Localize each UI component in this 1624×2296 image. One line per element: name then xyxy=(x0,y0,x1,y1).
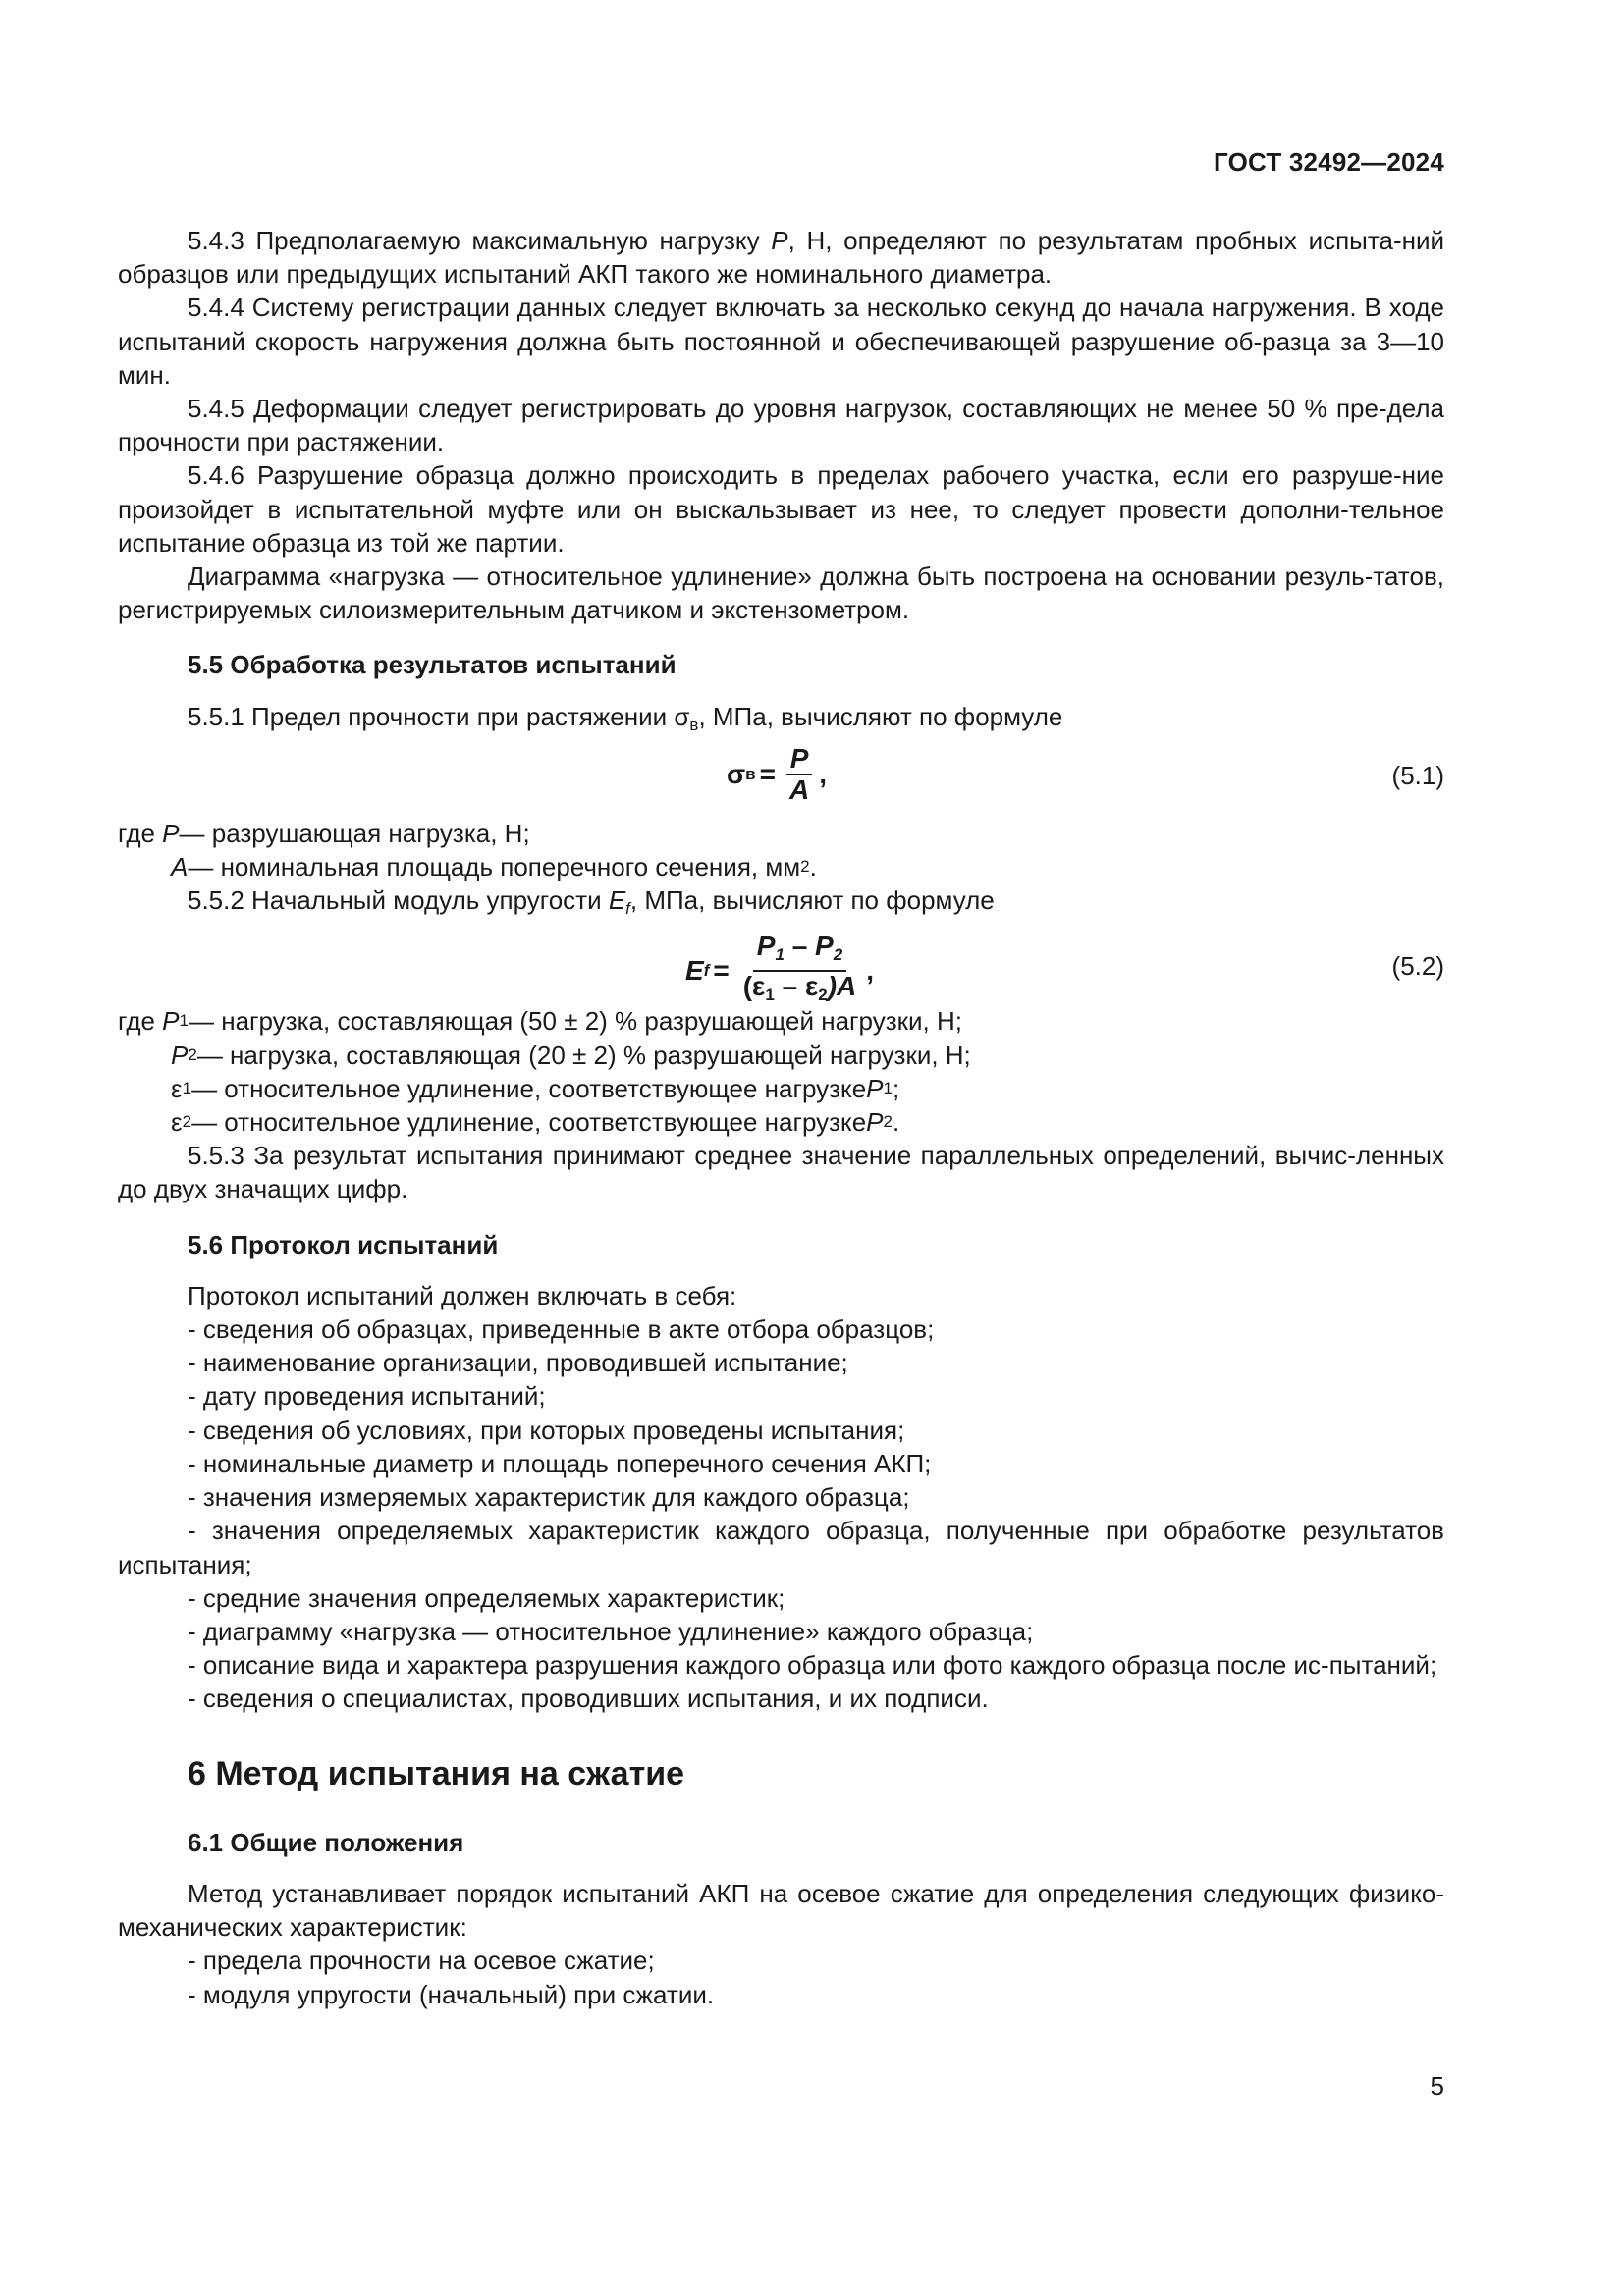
formula-fraction xyxy=(739,932,861,1010)
subscript: в xyxy=(689,715,699,734)
where-prefix: где xyxy=(118,818,163,848)
section-6-1-intro: Метод устанавливает порядок испытаний АКП на осевое сжатие для определения следующих физико-механических характеристик: xyxy=(118,1878,1444,1943)
formula-lhs: σ xyxy=(727,758,746,789)
text-span: P xyxy=(756,931,776,962)
paragraph-5-4-6: 5.4.6 Разрушение образца должно происходить в пределах рабочего участка, если его разруше-ние произойдет в испытательной муфте или он выскальзывает из нее, то следует провести дополни-тельное испытание образца из той же партии. xyxy=(118,460,1444,558)
symbol: P xyxy=(162,1006,180,1037)
text-span: P xyxy=(815,931,834,962)
page-content xyxy=(118,224,1444,2011)
paragraph-diagram: Диаграмма «нагрузка — относительное удлинение» должна быть построена на основании резуль-татов, регистрируемых силоизмерительным датчиком и экстензометром. xyxy=(118,561,1444,625)
formula-denominator xyxy=(739,972,861,1010)
formula-numerator: P xyxy=(786,744,813,775)
paragraph-5-4-5: 5.4.5 Деформации следует регистрировать до уровня нагрузок, составляющих не менее 50 % пре-дела прочности при растяжении. xyxy=(118,394,1444,457)
paragraph-5-4-3 xyxy=(118,224,1444,291)
list-item: - сведения об условиях, при которых проведены испытания; xyxy=(188,1415,905,1445)
subscript: 1 xyxy=(179,1011,189,1031)
subscript: 1 xyxy=(775,945,785,965)
subscript: f xyxy=(625,899,630,919)
list-item: - номинальные диаметр и площадь поперечного сечения АКП; xyxy=(188,1448,932,1478)
formula-5-2 xyxy=(118,926,1444,1004)
paragraph-5-5-1 xyxy=(118,700,1444,742)
section-6-title: 6 Метод испытания на сжатие xyxy=(188,1754,685,1792)
formula-eq: = xyxy=(759,758,776,789)
symbol: P xyxy=(866,1073,884,1103)
list-item: - значения определяемых характеристик каждого образца, полученные при обработке результатов испытания; xyxy=(118,1516,1444,1579)
formula-tail: , xyxy=(819,758,827,789)
list-item: - предела прочности на осевое сжатие; xyxy=(188,1946,655,1976)
formula-lhs-sub: в xyxy=(745,764,756,783)
where-end: . xyxy=(892,1107,900,1138)
text-span: , МПа, вычисляют по формуле xyxy=(698,701,1063,731)
standard-header: ГОСТ 32492—2024 xyxy=(1214,147,1444,177)
formula-eq: = xyxy=(713,955,730,987)
text-span: )A xyxy=(827,971,857,1002)
where-end: . xyxy=(809,852,817,882)
list-item: - диаграмму «нагрузка — относительное удлинение» каждого образца; xyxy=(188,1616,1034,1646)
where-text: — нагрузка, составляющая (50 ± 2) % разрушающей нагрузки, Н; xyxy=(188,1006,962,1037)
formula-numerator xyxy=(753,932,846,972)
text-span: 5.5.2 Начальный модуль упругости xyxy=(188,885,609,916)
where-item-A xyxy=(118,850,1444,883)
protocol-intro: Протокол испытаний должен включать в себя: xyxy=(188,1280,737,1310)
subscript: 2 xyxy=(188,1044,197,1064)
subscript: 2 xyxy=(833,945,843,965)
formula-number: (5.2) xyxy=(1391,951,1444,982)
formula-expression xyxy=(727,744,827,805)
paragraph-5-4-4: 5.4.4 Систему регистрации данных следует включать за несколько секунд до начала нагружения. В ходе испытаний скорость нагружения должна быть постоянной и обеспечивающей разрушение об-разца за 3—10 мин. xyxy=(118,293,1444,390)
symbol: A xyxy=(171,852,189,882)
list-item: - дату проведения испытаний; xyxy=(188,1381,546,1412)
subscript: 1 xyxy=(182,1078,192,1097)
list-item: - сведения об образцах, приведенные в акте отбора образцов; xyxy=(188,1314,935,1345)
subscript: 1 xyxy=(765,986,775,1005)
list-item: - описание вида и характера разрушения каждого образца или фото каждого образца после ис-пытаний; xyxy=(188,1650,1437,1681)
where-text: — нагрузка, составляющая (20 ± 2) % разрушающей нагрузки, Н; xyxy=(196,1040,971,1070)
superscript: 2 xyxy=(800,857,810,877)
symbol-P: P xyxy=(771,226,788,255)
symbol: ε xyxy=(171,1107,183,1138)
where-text: — номинальная площадь поперечного сечения, мм xyxy=(188,852,801,882)
where-text: — разрушающая нагрузка, Н; xyxy=(179,818,530,848)
formula-5-1 xyxy=(118,742,1444,817)
symbol-E: E xyxy=(608,885,626,916)
formula-expression xyxy=(685,932,874,1010)
where-end: ; xyxy=(892,1073,900,1103)
text-span: – ε xyxy=(774,971,819,1002)
where-prefix: где xyxy=(118,1006,163,1037)
where-item-P xyxy=(118,817,1444,850)
list-item: - наименование организации, проводившей испытание; xyxy=(188,1348,848,1378)
text-span: (ε xyxy=(742,971,766,1002)
text-span: 5.5.1 Предел прочности при растяжении σ xyxy=(188,701,690,731)
formula-tail: , xyxy=(866,955,875,987)
paragraph-5-5-3: 5.5.3 За результат испытания принимают среднее значение параллельных определений, вычис-ленных до двух значащих цифр. xyxy=(118,1141,1444,1204)
symbol: ε xyxy=(171,1073,183,1103)
where-item-eps2 xyxy=(118,1105,1444,1139)
text-span: , МПа, вычисляют по формуле xyxy=(629,885,995,916)
symbol: P xyxy=(162,818,180,848)
symbol: P xyxy=(171,1040,189,1070)
list-item: - сведения о специалистах, проводивших испытания, и их подписи. xyxy=(188,1683,989,1714)
formula-denominator: A xyxy=(788,774,810,805)
text-span: , Н, определяют по результатам пробных испыта-ний образцов или предыдущих испытаний АКП такого же номинального диаметра. xyxy=(118,226,1445,290)
subscript: 2 xyxy=(182,1112,192,1132)
section-5-6-title: 5.6 Протокол испытаний xyxy=(188,1229,499,1259)
formula-lhs-sub: f xyxy=(703,961,710,981)
section-6-1-title: 6.1 Общие положения xyxy=(188,1827,464,1857)
where-text: — относительное удлинение, соответствующее нагрузке xyxy=(191,1073,867,1103)
where-text: — относительное удлинение, соответствующее нагрузке xyxy=(191,1107,867,1138)
subscript: 2 xyxy=(818,986,828,1005)
list-item: - средние значения определяемых характеристик; xyxy=(188,1582,785,1613)
paragraph-5-5-2 xyxy=(118,883,1444,926)
text-span: – xyxy=(791,931,808,962)
section-5-5-title: 5.5 Обработка результатов испытаний xyxy=(188,650,677,680)
subscript: 1 xyxy=(883,1078,893,1097)
formula-lhs: E xyxy=(685,955,704,987)
where-item-eps1 xyxy=(118,1072,1444,1105)
text-span: 5.4.3 Предполагаемую максимальную нагрузку xyxy=(188,226,760,255)
formula-fraction xyxy=(785,744,813,805)
symbol: P xyxy=(866,1107,884,1138)
formula-number: (5.1) xyxy=(1391,760,1444,790)
where-item-P2 xyxy=(118,1039,1444,1072)
list-item: - значения измеряемых характеристик для каждого образца; xyxy=(188,1482,910,1513)
list-item: - модуля упругости (начальный) при сжатии. xyxy=(188,1979,715,2009)
subscript: 2 xyxy=(883,1112,893,1132)
page-number: 5 xyxy=(1430,2071,1444,2101)
